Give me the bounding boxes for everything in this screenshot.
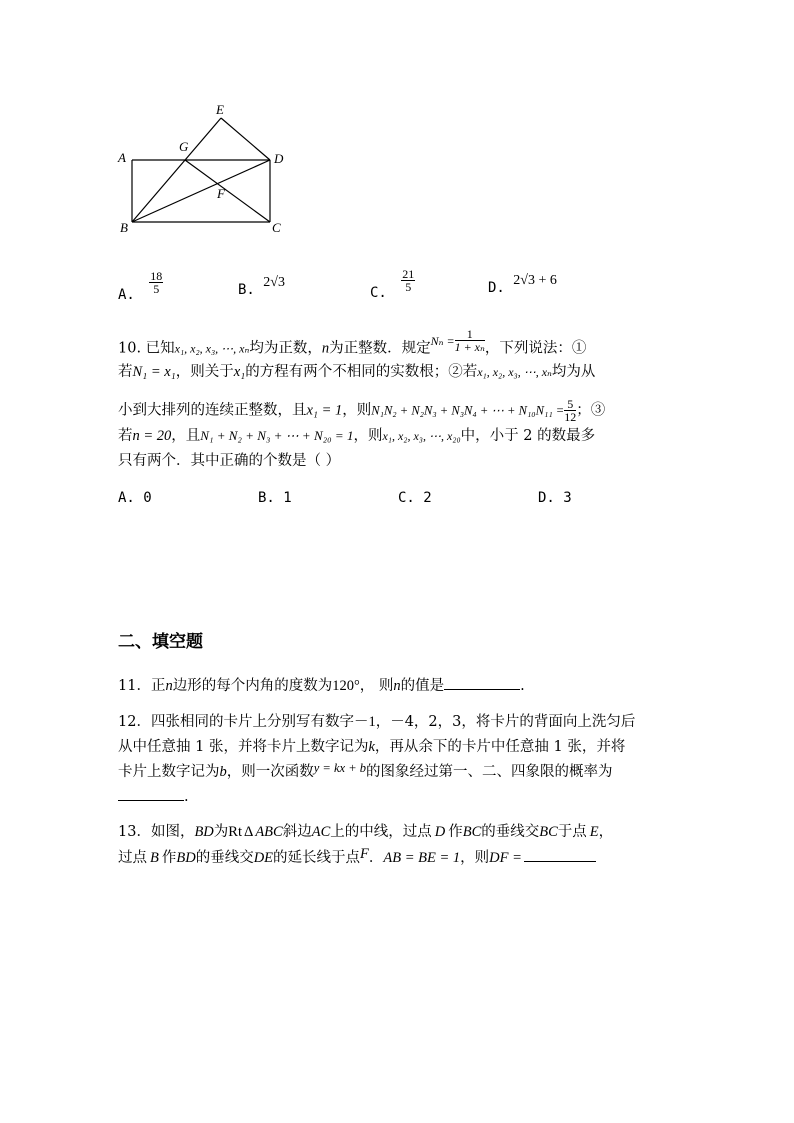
q13-triangle-symbol: Δ xyxy=(244,824,254,840)
q9-option-d-letter: D. xyxy=(488,280,505,296)
q10-nn-numerator: 1 xyxy=(455,328,485,341)
q13-text: 的延长线于点 xyxy=(273,850,361,866)
q9-option-c-letter: C. xyxy=(370,284,387,301)
q10-line-3 xyxy=(118,398,605,423)
q9-option-a-numerator: 18 xyxy=(150,269,163,283)
q9-option-a-fraction xyxy=(149,270,163,295)
q10-text: 均为正数， xyxy=(249,340,322,357)
q12-line-4 xyxy=(118,786,189,807)
q12-text: 卡片上数字记为 xyxy=(118,764,220,780)
q11-text: 的值是 xyxy=(400,678,445,694)
q10-option-c: C. 2 xyxy=(398,490,432,506)
q9-option-a-letter: A. xyxy=(118,286,135,303)
q13-point: F xyxy=(360,846,369,862)
q13-point: D xyxy=(434,824,446,840)
q13-point: B xyxy=(150,850,159,866)
q10-text: 10. 已知 xyxy=(118,340,175,357)
q10-option-a: A. 0 xyxy=(118,490,152,506)
q10-nn-denominator: 1 + xₙ xyxy=(454,340,485,354)
q13-df: DF = xyxy=(489,850,522,866)
q9-option-c-fraction xyxy=(401,268,415,293)
q12-var-k: k xyxy=(368,739,375,755)
q10-line-4 xyxy=(118,426,595,446)
q13-seg: DE xyxy=(253,850,274,866)
q10-text: ，且 xyxy=(171,428,201,444)
label-e: E xyxy=(216,102,224,117)
q13-text: ，则 xyxy=(460,850,490,866)
q12-text: 12．四张相同的卡片上分别写有数字 xyxy=(118,714,354,730)
q10-text: 均为从 xyxy=(551,364,596,380)
q12-text: 从中任意抽 1 张，并将卡片上数字记为 xyxy=(118,739,369,755)
q13-text: 于点 xyxy=(557,824,587,840)
q9-option-b-letter: B. xyxy=(238,282,255,298)
label-g: G xyxy=(179,139,189,154)
q11-text: ， 则 xyxy=(359,678,394,694)
q12-period: . xyxy=(184,789,189,805)
q12-line-3 xyxy=(118,762,613,782)
q9-option-b xyxy=(238,274,285,298)
q13-text: 的垂线交 xyxy=(481,824,540,840)
q10-text: 只有两个．其中正确的个数是（ ） xyxy=(118,453,341,469)
q11-text: 11．正 xyxy=(118,678,166,694)
q10-line-5 xyxy=(118,451,340,471)
q10-text: 的方程有两个不相同的实数根；②若 xyxy=(245,364,478,380)
q10-sum-denominator: 12 xyxy=(564,410,577,424)
q10-nn-def: Nₙ = xyxy=(430,333,455,348)
q13-equation: AB = BE = 1 xyxy=(383,850,461,866)
q10-sum-fraction xyxy=(564,398,576,423)
q10-eq: n = 20 xyxy=(132,428,172,444)
q10-text: 若 xyxy=(118,428,133,444)
q10-sum: N₁N₂ + N₂N₃ + N₃N₄ + ⋯ + N₁₀N₁₁ = xyxy=(371,403,565,418)
q10-option-d: D. 3 xyxy=(538,490,572,506)
q10-var-n: n xyxy=(321,340,330,357)
q12-line-2 xyxy=(118,737,625,757)
label-c: C xyxy=(272,220,281,235)
q13-seg: AC xyxy=(311,824,331,840)
segment-bd xyxy=(132,160,270,222)
q10-var: x₁ xyxy=(233,364,246,380)
q13-line-1 xyxy=(118,822,613,842)
q13-rt: Rt xyxy=(228,824,242,840)
q12-line-1 xyxy=(118,712,635,732)
q12-text: ，再从余下的卡片中任意抽 1 张，并将 xyxy=(374,739,626,755)
q13-text: ， xyxy=(598,824,614,840)
q9-option-d-value: 2√3 + 6 xyxy=(513,273,557,288)
q10-text: 小到大排列的连续正整数，且 xyxy=(118,402,307,419)
q13-seg: BC xyxy=(539,824,558,840)
q12-answer-blank[interactable] xyxy=(118,786,184,801)
q13-seg: ABC xyxy=(255,824,283,840)
q10-line-1 xyxy=(118,327,587,361)
q10-eq: x₁ = 1 xyxy=(306,402,343,419)
q10-nn-fraction xyxy=(455,328,485,353)
q13-text: 13．如图， xyxy=(118,824,195,840)
q12-equation: y = kx + b xyxy=(313,761,367,775)
q11-line xyxy=(118,675,525,696)
q9-option-a xyxy=(118,269,163,303)
section-title: 二、填空题 xyxy=(118,632,203,652)
q10-text: 若 xyxy=(118,364,133,380)
q9-option-c-numerator: 21 xyxy=(402,267,415,281)
q13-text: 斜边 xyxy=(282,824,312,840)
q13-seg: BD xyxy=(176,850,196,866)
q10-text: ，下列说法：① xyxy=(484,340,587,357)
q13-seg: BC xyxy=(462,824,482,840)
q9-option-c-denominator: 5 xyxy=(405,280,412,294)
q12-text: 的图象经过第一、二、四象限的概率为 xyxy=(366,764,613,780)
q9-option-b-value: 2√3 xyxy=(263,275,285,290)
geometry-figure xyxy=(112,96,302,241)
q10-variables: x₁, x₂, x₃, ⋯, xₙ xyxy=(174,341,250,356)
q10-text: ，则关于 xyxy=(175,364,234,380)
q12-text: ，则一次函数 xyxy=(226,764,314,780)
label-a: A xyxy=(118,150,126,165)
q13-seg: BD xyxy=(194,824,214,840)
q11-answer-blank[interactable] xyxy=(444,675,520,690)
q10-option-b: B. 1 xyxy=(258,490,292,506)
q10-variables: x₁, x₂, x₃, ⋯, x₂₀ xyxy=(382,429,461,443)
label-d: D xyxy=(274,151,284,166)
q10-variables: x₁, x₂, x₃, ⋯, xₙ xyxy=(477,365,552,379)
segment-gc xyxy=(185,160,270,222)
q10-text: ，则 xyxy=(353,428,383,444)
q12-var-b: b xyxy=(219,764,227,780)
q10-eq: N₁ = x₁ xyxy=(132,364,176,380)
label-b: B xyxy=(120,220,128,235)
q12-neg-one: －1 xyxy=(353,714,376,730)
segment-be xyxy=(132,118,221,222)
q13-text: 作 xyxy=(161,850,177,866)
q13-text: 为 xyxy=(213,824,229,840)
q11-degree: 120° xyxy=(332,678,360,694)
q13-text: 的垂线交 xyxy=(195,850,254,866)
q11-text: 边形的每个内角的度数为 xyxy=(172,678,333,694)
label-f: F xyxy=(217,186,225,201)
q9-option-a-denominator: 5 xyxy=(153,282,160,296)
q9-option-d xyxy=(488,272,557,296)
q10-text: ；③ xyxy=(576,402,606,419)
segment-ed xyxy=(221,118,270,160)
q10-text: 为正整数．规定 xyxy=(329,340,431,357)
q11-var-n: n xyxy=(165,678,173,694)
q10-text: ，则 xyxy=(342,402,372,419)
q10-sum-numerator: 5 xyxy=(564,398,576,411)
q9-option-c xyxy=(370,267,415,301)
q11-period: . xyxy=(520,678,525,694)
q10-text: 中，小于 2 的数最多 xyxy=(460,428,596,444)
q13-point: E xyxy=(589,824,599,840)
q13-answer-blank[interactable] xyxy=(524,847,596,862)
q13-text: 过点 xyxy=(118,850,147,866)
q10-sum: N₁ + N₂ + N₃ + ⋯ + N₂₀ = 1 xyxy=(200,428,354,443)
q13-text: 作 xyxy=(448,824,463,840)
q13-line-2 xyxy=(118,847,596,868)
q11-var-n: n xyxy=(393,678,401,694)
q13-text: ． xyxy=(368,850,384,866)
q13-text: 上的中线，过点 xyxy=(330,824,432,840)
q10-line-2 xyxy=(118,362,595,382)
q12-text: ，－4，2，3，将卡片的背面向上洗匀后 xyxy=(375,714,636,730)
